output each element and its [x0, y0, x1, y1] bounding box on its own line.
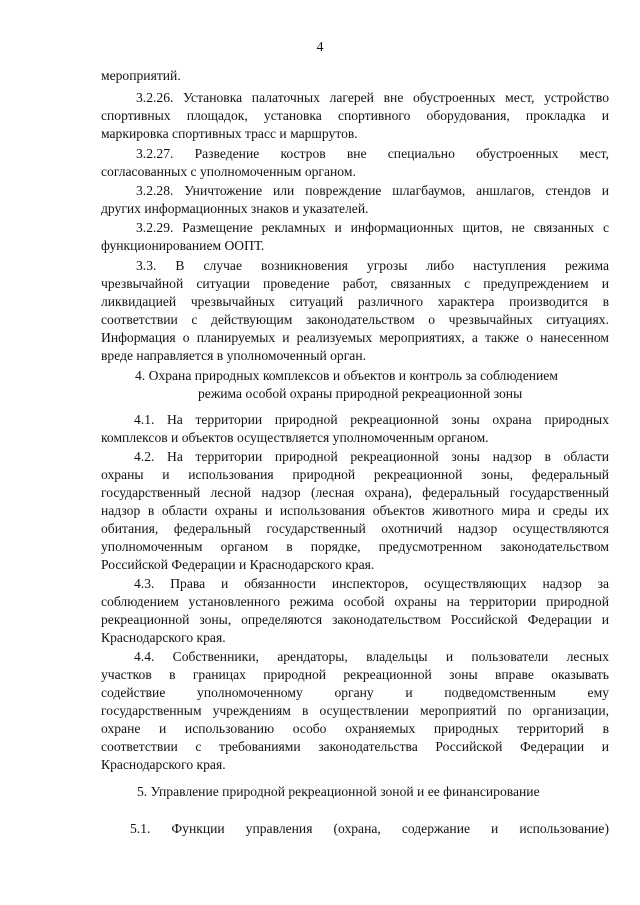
paragraph-4-4-line: 4.4. Собственники, арендаторы, владельцы и пользователи лесных — [134, 649, 609, 664]
section-5-title: 5. Управление природной рекреационной зоной и ее финансирование — [137, 784, 540, 799]
paragraph-4-2-line: государственный лесной надзор (лесная охрана), федеральный государственный — [101, 485, 609, 500]
section-4-title: режима особой охраны природной рекреационной зоны — [198, 386, 523, 401]
paragraph-4-4-line: участков в границах природной рекреационной зоны вправе оказывать — [101, 667, 609, 682]
paragraph-3-3-line: ликвидацией чрезвычайных ситуаций различного характера производится в — [101, 294, 609, 309]
paragraph-3-3-line: соответствии с действующим законодательством о чрезвычайных ситуациях. — [101, 312, 609, 327]
paragraph-4-4-line: государственным учреждениям в осуществлении мероприятий по организации, — [101, 703, 609, 718]
paragraph-4-1-line: комплексов и объектов осуществляется уполномоченным органом. — [101, 430, 489, 445]
paragraph-4-2-line: уполномоченным органом в порядке, предусмотренном законодательством — [101, 539, 609, 554]
paragraph-3-2-26-line: 3.2.26. Установка палаточных лагерей вне обустроенных мест, устройство — [136, 90, 609, 105]
paragraph-4-3-line: 4.3. Права и обязанности инспекторов, осуществляющих надзор за — [134, 576, 609, 591]
paragraph-5-1-line: 5.1. Функции управления (охрана, содержание и использование) — [130, 821, 609, 836]
paragraph-4-2-line: Российской Федерации и Краснодарского края. — [101, 557, 375, 572]
paragraph-3-3-line: 3.3. В случае возникновения угрозы либо наступления режима — [136, 258, 609, 273]
paragraph-3-2-29-line: 3.2.29. Размещение рекламных и информационных щитов, не связанных с — [136, 220, 609, 235]
paragraph-4-4-line: соответствии с требованиями законодательства Российской Федерации и — [101, 739, 609, 754]
paragraph-4-2-line: обитания, федеральный государственный охотничий надзор осуществляются — [101, 521, 609, 536]
paragraph-3-2-28-line: других информационных знаков и указателей. — [101, 201, 369, 216]
paragraph-3-3-line: чрезвычайной ситуации проведение работ, связанных с предупреждением и — [101, 276, 609, 291]
paragraph-4-3-line: Краснодарского края. — [101, 630, 226, 645]
paragraph-4-3-line: рекреационной зоны, определяются законодательством Российской Федерации и — [101, 612, 609, 627]
paragraph-4-2-line: 4.2. На территории природной рекреационной зоны надзор в области — [134, 449, 609, 464]
paragraph-3-3-line: вреде направляется в уполномоченный орган. — [101, 348, 367, 363]
paragraph-4-1-line: 4.1. На территории природной рекреационной зоны охрана природных — [134, 412, 609, 427]
paragraph-4-3-line: соблюдением установленного режима особой охраны на территории природной — [101, 594, 609, 609]
page-number: 4 — [316, 40, 324, 55]
paragraph-3-2-26-line: спортивных площадок, установка спортивного оборудования, прокладка и — [101, 108, 609, 123]
intro-line: мероприятий. — [101, 68, 181, 83]
paragraph-4-4-line: содействие уполномоченному органу и подведомственным ему — [101, 685, 609, 700]
paragraph-4-4-line: Краснодарского края. — [101, 757, 226, 772]
paragraph-3-2-27-line: 3.2.27. Разведение костров вне специально обустроенных мест, — [136, 146, 609, 161]
paragraph-3-2-29-line: функционированием ООПТ. — [101, 238, 265, 253]
paragraph-3-2-28-line: 3.2.28. Уничтожение или повреждение шлагбаумов, аншлагов, стендов и — [136, 183, 609, 198]
paragraph-4-2-line: надзор в области охраны и использования объектов животного мира и среды их — [101, 503, 609, 518]
section-4-title: 4. Охрана природных комплексов и объектов и контроль за соблюдением — [135, 368, 558, 383]
paragraph-4-4-line: охране и использованию особо охраняемых природных территорий в — [101, 721, 609, 736]
paragraph-3-2-26-line: маркировка спортивных трасс и маршрутов. — [101, 126, 358, 141]
paragraph-4-2-line: охраны и использования природной рекреационной зоны, федеральный — [101, 467, 609, 482]
paragraph-3-2-27-line: согласованных с уполномоченным органом. — [101, 164, 356, 179]
paragraph-3-3-line: Информация о планируемых и реализуемых мероприятиях, а также о нанесенном — [101, 330, 609, 345]
